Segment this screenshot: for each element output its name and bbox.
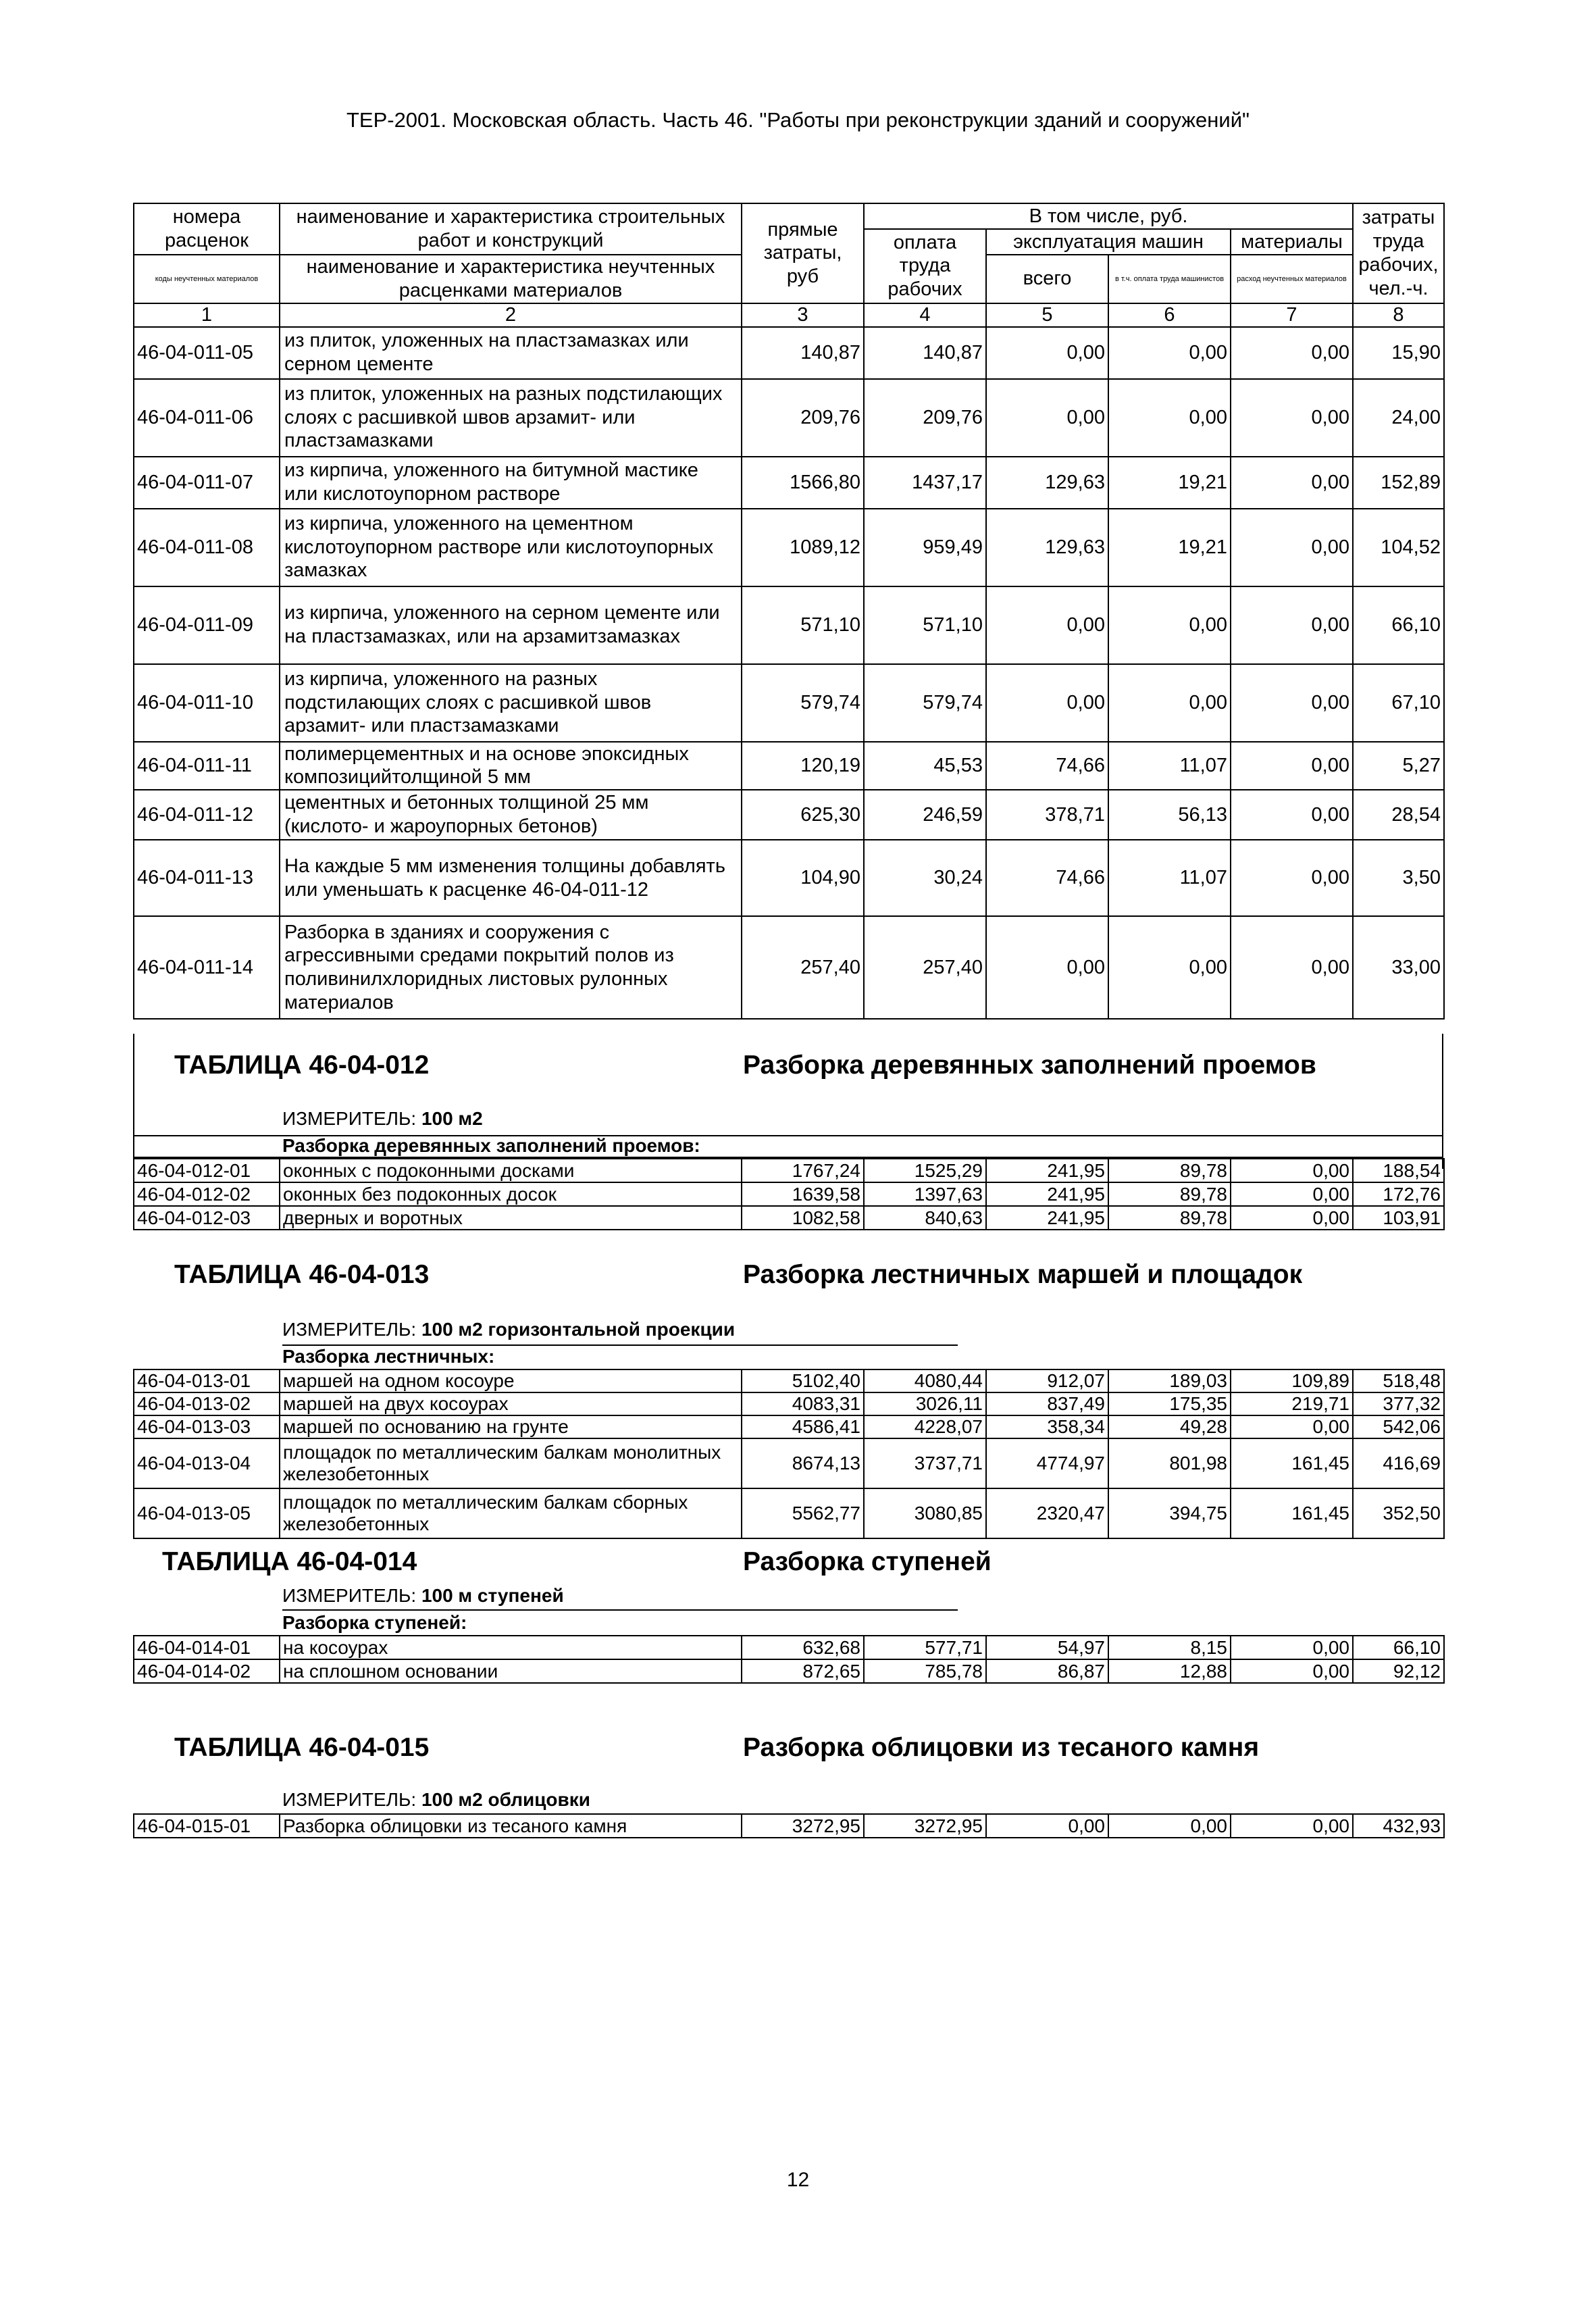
machines-total: 0,00 xyxy=(986,586,1108,664)
rate-code: 46-04-011-05 xyxy=(134,327,280,379)
labor-hours: 103,91 xyxy=(1353,1206,1444,1230)
operator-wages: 0,00 xyxy=(1108,916,1231,1019)
direct-costs: 257,40 xyxy=(742,916,864,1019)
wages: 3080,85 xyxy=(864,1488,986,1538)
unit-value: 100 м ступеней xyxy=(421,1585,564,1606)
group-label: Разборка лестничных: xyxy=(282,1346,495,1367)
unit-label: ИЗМЕРИТЕЛЬ: xyxy=(282,1789,417,1810)
labor-hours: 66,10 xyxy=(1353,586,1444,664)
table-row xyxy=(134,1369,1444,1392)
wages: 1437,17 xyxy=(864,457,986,509)
materials: 0,00 xyxy=(1231,840,1353,916)
direct-costs: 4083,31 xyxy=(742,1392,864,1415)
materials: 0,00 xyxy=(1231,586,1353,664)
table-row xyxy=(134,916,1444,1019)
col-number: 2 xyxy=(280,303,742,327)
rate-code: 46-04-015-01 xyxy=(134,1814,280,1838)
operator-wages: 49,28 xyxy=(1108,1415,1231,1438)
materials: 0,00 xyxy=(1231,1206,1353,1230)
wages: 209,76 xyxy=(864,379,986,457)
rate-description: полимерцементных и на основе эпоксидных композицийтолщиной 5 мм xyxy=(280,742,742,790)
labor-hours: 67,10 xyxy=(1353,664,1444,742)
rate-description: из кирпича, уложенного на серном цементе или на пластзамазках, или на арзамитзамазках xyxy=(280,586,742,664)
labor-hours: 28,54 xyxy=(1353,790,1444,840)
machines-total: 86,87 xyxy=(986,1659,1108,1683)
wages: 4080,44 xyxy=(864,1369,986,1392)
unit-label: ИЗМЕРИТЕЛЬ: xyxy=(282,1585,417,1606)
table-row xyxy=(134,840,1444,916)
col-header-materials: материалы xyxy=(1231,229,1353,255)
table-row xyxy=(134,1814,1444,1838)
machines-total: 837,49 xyxy=(986,1392,1108,1415)
table-border xyxy=(133,1034,134,1169)
page-header: ТЕР-2001. Московская область. Часть 46. "Работы при реконструкции зданий и сооружений" xyxy=(346,108,1250,132)
direct-costs: 120,19 xyxy=(742,742,864,790)
wages: 30,24 xyxy=(864,840,986,916)
operator-wages: 0,00 xyxy=(1108,586,1231,664)
direct-costs: 872,65 xyxy=(742,1659,864,1683)
materials: 0,00 xyxy=(1231,1415,1353,1438)
machines-total: 912,07 xyxy=(986,1369,1108,1392)
materials: 0,00 xyxy=(1231,790,1353,840)
operator-wages: 12,88 xyxy=(1108,1659,1231,1683)
col-header-operator-wages: в т.ч. оплата труда машинистов xyxy=(1108,255,1231,303)
table-row xyxy=(134,1438,1444,1488)
rate-code: 46-04-012-01 xyxy=(134,1159,280,1182)
group-label: Разборка ступеней: xyxy=(282,1612,467,1633)
direct-costs: 1566,80 xyxy=(742,457,864,509)
col-header-direct: прямые затраты, руб xyxy=(742,203,864,303)
wages: 1397,63 xyxy=(864,1182,986,1206)
rate-code: 46-04-013-01 xyxy=(134,1369,280,1392)
wages: 840,63 xyxy=(864,1206,986,1230)
operator-wages: 89,78 xyxy=(1108,1159,1231,1182)
machines-total: 0,00 xyxy=(986,1814,1108,1838)
table-row xyxy=(134,1159,1444,1182)
machines-total: 74,66 xyxy=(986,840,1108,916)
table-row xyxy=(134,1182,1444,1206)
rate-description: оконных без подоконных досок xyxy=(280,1182,742,1206)
section-table xyxy=(133,1158,1445,1230)
labor-hours: 188,54 xyxy=(1353,1159,1444,1182)
machines-total: 129,63 xyxy=(986,509,1108,586)
direct-costs: 632,68 xyxy=(742,1636,864,1659)
materials: 219,71 xyxy=(1231,1392,1353,1415)
materials: 0,00 xyxy=(1231,742,1353,790)
table-row xyxy=(134,327,1444,379)
machines-total: 0,00 xyxy=(986,916,1108,1019)
table-row xyxy=(134,457,1444,509)
machines-total: 241,95 xyxy=(986,1182,1108,1206)
direct-costs: 140,87 xyxy=(742,327,864,379)
machines-total: 74,66 xyxy=(986,742,1108,790)
machines-total: 0,00 xyxy=(986,379,1108,457)
section-table xyxy=(133,1813,1445,1838)
labor-hours: 377,32 xyxy=(1353,1392,1444,1415)
table-row xyxy=(134,664,1444,742)
operator-wages: 0,00 xyxy=(1108,379,1231,457)
rate-code: 46-04-014-01 xyxy=(134,1636,280,1659)
materials: 0,00 xyxy=(1231,509,1353,586)
table-title: ТАБЛИЦА 46-04-012 xyxy=(174,1051,430,1080)
col-header-labor: затраты труда рабочих, чел.-ч. xyxy=(1353,203,1444,303)
table-row xyxy=(134,790,1444,840)
unit-label: ИЗМЕРИТЕЛЬ: xyxy=(282,1319,417,1340)
labor-hours: 15,90 xyxy=(1353,327,1444,379)
wages: 3026,11 xyxy=(864,1392,986,1415)
col-header-name: наименование и характеристика строительных работ и конструкций xyxy=(280,203,742,255)
rate-description: маршей на одном косоуре xyxy=(280,1369,742,1392)
direct-costs: 625,30 xyxy=(742,790,864,840)
rate-code: 46-04-012-03 xyxy=(134,1206,280,1230)
rate-description: из плиток, уложенных на разных подстилающих слоях с расшивкой швов арзамит- или пластзамазками xyxy=(280,379,742,457)
direct-costs: 571,10 xyxy=(742,586,864,664)
materials: 0,00 xyxy=(1231,379,1353,457)
table-subtitle: Разборка лестничных маршей и площадок xyxy=(743,1260,1303,1289)
operator-wages: 89,78 xyxy=(1108,1182,1231,1206)
wages: 246,59 xyxy=(864,790,986,840)
labor-hours: 92,12 xyxy=(1353,1659,1444,1683)
direct-costs: 8674,13 xyxy=(742,1438,864,1488)
direct-costs: 209,76 xyxy=(742,379,864,457)
rate-description: На каждые 5 мм изменения толщины добавлять или уменьшать к расценке 46-04-011-12 xyxy=(280,840,742,916)
labor-hours: 152,89 xyxy=(1353,457,1444,509)
rate-code: 46-04-011-07 xyxy=(134,457,280,509)
col-header-material-codes: коды неучтенных материалов xyxy=(134,255,280,303)
col-header-unaccounted: наименование и характеристика неучтенных расценками материалов xyxy=(280,255,742,303)
machines-total: 358,34 xyxy=(986,1415,1108,1438)
rate-code: 46-04-011-09 xyxy=(134,586,280,664)
materials: 0,00 xyxy=(1231,1159,1353,1182)
col-number: 6 xyxy=(1108,303,1231,327)
direct-costs: 1082,58 xyxy=(742,1206,864,1230)
direct-costs: 5102,40 xyxy=(742,1369,864,1392)
operator-wages: 189,03 xyxy=(1108,1369,1231,1392)
materials: 0,00 xyxy=(1231,1636,1353,1659)
operator-wages: 8,15 xyxy=(1108,1636,1231,1659)
rate-code: 46-04-011-13 xyxy=(134,840,280,916)
table-row xyxy=(134,1659,1444,1683)
operator-wages: 11,07 xyxy=(1108,742,1231,790)
direct-costs: 1767,24 xyxy=(742,1159,864,1182)
materials: 161,45 xyxy=(1231,1488,1353,1538)
rate-description: площадок по металлическим балкам сборных железобетонных xyxy=(280,1488,742,1538)
rate-description: на сплошном основании xyxy=(280,1659,742,1683)
unit-line xyxy=(282,1585,564,1607)
operator-wages: 175,35 xyxy=(1108,1392,1231,1415)
labor-hours: 352,50 xyxy=(1353,1488,1444,1538)
unit-value: 100 м2 горизонтальной проекции xyxy=(421,1319,736,1340)
rate-description: маршей на двух косоурах xyxy=(280,1392,742,1415)
materials: 109,89 xyxy=(1231,1369,1353,1392)
machines-total: 54,97 xyxy=(986,1636,1108,1659)
rate-code: 46-04-011-12 xyxy=(134,790,280,840)
wages: 4228,07 xyxy=(864,1415,986,1438)
materials: 0,00 xyxy=(1231,1182,1353,1206)
col-header-codes: номера расценок xyxy=(134,203,280,255)
rate-description: из плиток, уложенных на пластзамазках или серном цементе xyxy=(280,327,742,379)
machines-total: 241,95 xyxy=(986,1206,1108,1230)
labor-hours: 24,00 xyxy=(1353,379,1444,457)
materials: 0,00 xyxy=(1231,327,1353,379)
wages: 140,87 xyxy=(864,327,986,379)
rule xyxy=(282,1609,958,1611)
rate-code: 46-04-011-08 xyxy=(134,509,280,586)
unit-line xyxy=(282,1108,483,1130)
table-subtitle: Разборка ступеней xyxy=(743,1547,992,1576)
section-table xyxy=(133,1369,1445,1539)
labor-hours: 432,93 xyxy=(1353,1814,1444,1838)
rate-description: цементных и бетонных толщиной 25 мм (кислото- и жароупорных бетонов) xyxy=(280,790,742,840)
labor-hours: 416,69 xyxy=(1353,1438,1444,1488)
materials: 0,00 xyxy=(1231,1659,1353,1683)
col-number: 5 xyxy=(986,303,1108,327)
materials: 0,00 xyxy=(1231,664,1353,742)
operator-wages: 11,07 xyxy=(1108,840,1231,916)
col-header-material-usage: расход неучтенных материалов xyxy=(1231,255,1353,303)
table-body xyxy=(134,327,1444,1020)
direct-costs: 1639,58 xyxy=(742,1182,864,1206)
direct-costs: 3272,95 xyxy=(742,1814,864,1838)
unit-line xyxy=(282,1319,735,1340)
operator-wages: 0,00 xyxy=(1108,664,1231,742)
machines-total: 2320,47 xyxy=(986,1488,1108,1538)
rate-code: 46-04-011-10 xyxy=(134,664,280,742)
table-title: ТАБЛИЦА 46-04-014 xyxy=(162,1547,417,1576)
wages: 785,78 xyxy=(864,1659,986,1683)
rate-code: 46-04-013-04 xyxy=(134,1438,280,1488)
section-table xyxy=(133,1635,1445,1684)
rate-code: 46-04-014-02 xyxy=(134,1659,280,1683)
materials: 0,00 xyxy=(1231,1814,1353,1838)
table-subtitle: Разборка облицовки из тесаного камня xyxy=(743,1733,1260,1762)
rate-code: 46-04-011-06 xyxy=(134,379,280,457)
operator-wages: 0,00 xyxy=(1108,327,1231,379)
table-row xyxy=(134,379,1444,457)
table-subtitle: Разборка деревянных заполнений проемов xyxy=(743,1051,1316,1080)
operator-wages: 394,75 xyxy=(1108,1488,1231,1538)
group-label: Разборка деревянных заполнений проемов: xyxy=(282,1135,700,1156)
table-row xyxy=(134,1392,1444,1415)
rate-description: площадок по металлическим балкам монолитных железобетонных xyxy=(280,1438,742,1488)
col-number: 4 xyxy=(864,303,986,327)
rate-code: 46-04-011-11 xyxy=(134,742,280,790)
table-row xyxy=(134,742,1444,790)
rate-code: 46-04-013-02 xyxy=(134,1392,280,1415)
labor-hours: 3,50 xyxy=(1353,840,1444,916)
direct-costs: 4586,41 xyxy=(742,1415,864,1438)
operator-wages: 19,21 xyxy=(1108,457,1231,509)
column-numbers xyxy=(134,303,1444,327)
rates-table xyxy=(133,203,1445,1020)
wages: 577,71 xyxy=(864,1636,986,1659)
table-row xyxy=(134,509,1444,586)
labor-hours: 66,10 xyxy=(1353,1636,1444,1659)
wages: 257,40 xyxy=(864,916,986,1019)
rate-code: 46-04-013-05 xyxy=(134,1488,280,1538)
wages: 3737,71 xyxy=(864,1438,986,1488)
table-row xyxy=(134,586,1444,664)
labor-hours: 33,00 xyxy=(1353,916,1444,1019)
page-number: 12 xyxy=(786,2169,810,2191)
labor-hours: 518,48 xyxy=(1353,1369,1444,1392)
table-border xyxy=(1442,1034,1443,1169)
machines-total: 4774,97 xyxy=(986,1438,1108,1488)
col-number: 3 xyxy=(742,303,864,327)
rate-code: 46-04-012-02 xyxy=(134,1182,280,1206)
materials: 0,00 xyxy=(1231,916,1353,1019)
machines-total: 129,63 xyxy=(986,457,1108,509)
operator-wages: 89,78 xyxy=(1108,1206,1231,1230)
col-number: 1 xyxy=(134,303,280,327)
col-header-incl: В том числе, руб. xyxy=(864,203,1353,229)
wages: 959,49 xyxy=(864,509,986,586)
table-title: ТАБЛИЦА 46-04-013 xyxy=(174,1260,430,1289)
unit-line xyxy=(282,1789,590,1811)
table-row xyxy=(134,1415,1444,1438)
unit-value: 100 м2 xyxy=(421,1108,483,1129)
rate-description: Разборка в зданиях и сооружения с агрессивными средами покрытий полов из поливинилхлоридных листовых рулонных материалов xyxy=(280,916,742,1019)
rate-description: из кирпича, уложенного на цементном кислотоупорном растворе или кислотоупорных замазках xyxy=(280,509,742,586)
col-header-total: всего xyxy=(986,255,1108,303)
operator-wages: 19,21 xyxy=(1108,509,1231,586)
machines-total: 241,95 xyxy=(986,1159,1108,1182)
materials: 0,00 xyxy=(1231,457,1353,509)
rate-description: маршей по основанию на грунте xyxy=(280,1415,742,1438)
labor-hours: 542,06 xyxy=(1353,1415,1444,1438)
labor-hours: 5,27 xyxy=(1353,742,1444,790)
direct-costs: 1089,12 xyxy=(742,509,864,586)
rate-description: оконных с подоконными досками xyxy=(280,1159,742,1182)
col-number: 8 xyxy=(1353,303,1444,327)
table-row xyxy=(134,1636,1444,1659)
table-header xyxy=(134,203,1444,327)
machines-total: 378,71 xyxy=(986,790,1108,840)
table-row xyxy=(134,1206,1444,1230)
rate-code: 46-04-013-03 xyxy=(134,1415,280,1438)
table-row xyxy=(134,1488,1444,1538)
rate-description: из кирпича, уложенного на разных подстилающих слоях с расшивкой швов арзамит- или пластзамазками xyxy=(280,664,742,742)
table-title: ТАБЛИЦА 46-04-015 xyxy=(174,1733,430,1762)
unit-value: 100 м2 облицовки xyxy=(421,1789,590,1810)
rate-description: из кирпича, уложенного на битумной мастике или кислотоупорном растворе xyxy=(280,457,742,509)
operator-wages: 801,98 xyxy=(1108,1438,1231,1488)
direct-costs: 104,90 xyxy=(742,840,864,916)
wages: 3272,95 xyxy=(864,1814,986,1838)
wages: 571,10 xyxy=(864,586,986,664)
wages: 1525,29 xyxy=(864,1159,986,1182)
col-header-machines: эксплуатация машин xyxy=(986,229,1231,255)
operator-wages: 0,00 xyxy=(1108,1814,1231,1838)
rate-description: дверных и воротных xyxy=(280,1206,742,1230)
machines-total: 0,00 xyxy=(986,327,1108,379)
rate-description: Разборка облицовки из тесаного камня xyxy=(280,1814,742,1838)
unit-label: ИЗМЕРИТЕЛЬ: xyxy=(282,1108,417,1129)
operator-wages: 56,13 xyxy=(1108,790,1231,840)
col-header-wages: оплата труда рабочих xyxy=(864,229,986,303)
materials: 161,45 xyxy=(1231,1438,1353,1488)
rate-code: 46-04-011-14 xyxy=(134,916,280,1019)
machines-total: 0,00 xyxy=(986,664,1108,742)
direct-costs: 579,74 xyxy=(742,664,864,742)
labor-hours: 172,76 xyxy=(1353,1182,1444,1206)
labor-hours: 104,52 xyxy=(1353,509,1444,586)
wages: 579,74 xyxy=(864,664,986,742)
col-number: 7 xyxy=(1231,303,1353,327)
rate-description: на косоурах xyxy=(280,1636,742,1659)
wages: 45,53 xyxy=(864,742,986,790)
direct-costs: 5562,77 xyxy=(742,1488,864,1538)
